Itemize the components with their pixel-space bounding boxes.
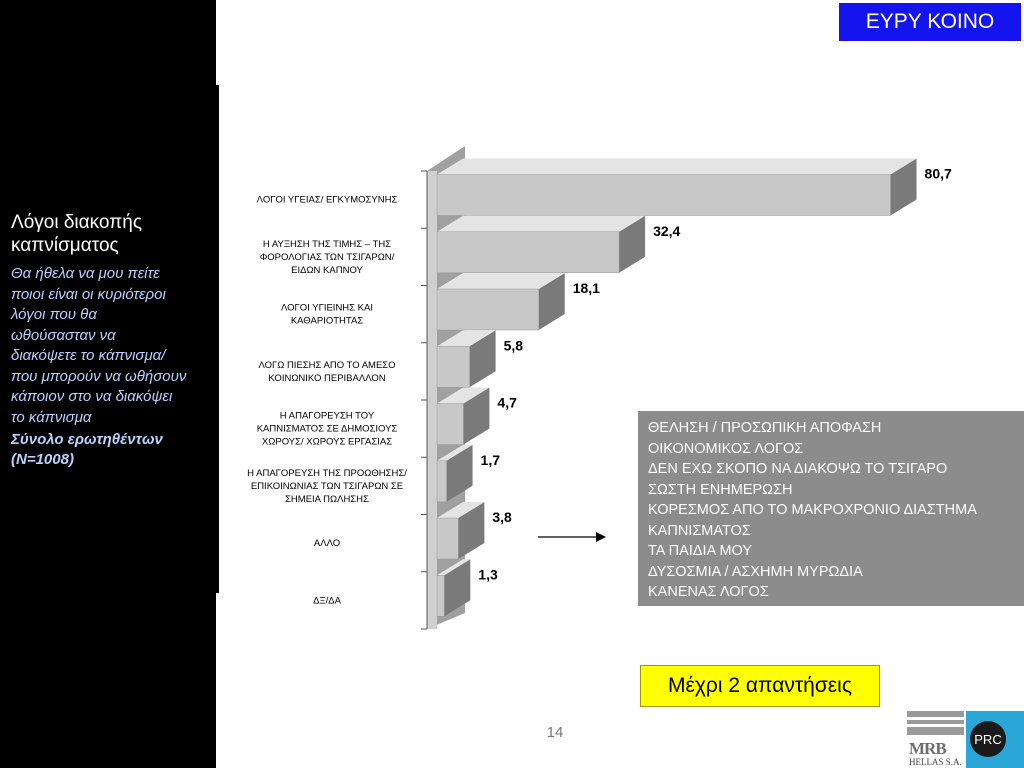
bar: [437, 518, 458, 559]
category-label: ΔΞ/ΔΑ: [313, 595, 341, 607]
bar: [437, 575, 444, 616]
bar-value-label: 32,4: [653, 222, 681, 239]
bar-value-label: 1,3: [478, 566, 498, 583]
bar: [437, 404, 463, 445]
bar: [437, 175, 891, 216]
bar-top: [437, 216, 645, 232]
question-line: διακόψετε το κάπνισμα/: [11, 347, 166, 364]
mrb-logo-stripe: [907, 717, 964, 720]
prc-logo: [966, 711, 1024, 768]
reason-item: ΚΟΡΕΣΜΟΣ ΑΠΟ ΤΟ ΜΑΚΡΟΧΡΟΝΙΟ ΔΙΑΣΤΗΜΑ: [648, 502, 977, 518]
arrow-head-icon: [596, 532, 606, 542]
category-label: ΕΠΙΚΟΙΝΩΝΙΑΣ ΤΩΝ ΤΣΙΓΑΡΩΝ ΣΕ: [250, 480, 404, 492]
chart-wall-face: [427, 171, 437, 629]
reason-item: ΟΙΚΟΝΟΜΙΚΟΣ ΛΟΓΟΣ: [648, 440, 804, 457]
category-label: ΚΑΠΝΙΣΜΑΤΟΣ ΣΕ ΔΗΜΟΣΙΟΥΣ: [256, 423, 398, 435]
bar: [437, 461, 447, 502]
question-line: κάποιον στο να διακόψει: [11, 388, 173, 405]
bar: [437, 232, 619, 273]
reason-item: ΤΑ ΠΑΙΔΙΑ ΜΟΥ: [648, 543, 753, 559]
question-line: λόγοι που θα: [11, 306, 97, 323]
category-label: ΕΙΔΩΝ ΚΑΠΝΟΥ: [291, 264, 363, 276]
category-label: ΛΟΓΩ ΠΙΕΣΗΣ ΑΠΟ ΤΟ ΑΜΕΣΟ: [258, 359, 396, 371]
bar-value-label: 1,7: [480, 451, 501, 468]
prc-logo-text: PRC: [970, 721, 1006, 757]
mrb-logo-mark: [907, 711, 964, 735]
reason-item: ΔΕΝ ΕΧΩ ΣΚΟΠΟ ΝΑ ΔΙΑΚΟΨΩ ΤΟ ΤΣΙΓΑΡΟ: [648, 461, 948, 477]
bar-top: [437, 159, 917, 175]
category-label: ΛΟΓΟΙ ΥΓΕΙΑΣ/ ΕΓΚΥΜΟΣΥΝΗΣ: [256, 194, 398, 206]
slide-title-line: Λόγοι διακοπής: [11, 212, 143, 233]
category-label: Η ΑΠΑΓΟΡΕΥΣΗ ΤΗΣ ΠΡΟΩΘΗΣΗΣ/: [247, 467, 407, 479]
other-reasons-box: [638, 411, 1024, 606]
mrb-logo: [907, 711, 964, 768]
mrb-logo-text: MRB: [909, 739, 946, 758]
mrb-logo-stripe: [907, 724, 964, 727]
category-label: Η ΑΠΑΓΟΡΕΥΣΗ ΤΟΥ: [279, 410, 375, 422]
question-line: που μπορούν να ωθήσουν: [11, 367, 187, 385]
answer-limit-note: Μέχρι 2 απαντήσεις: [640, 665, 880, 707]
question-line: ποιοι είναι οι κυριότεροι: [11, 285, 166, 303]
audience-badge: ΕΥΡΥ ΚΟΙΝΟ: [838, 2, 1022, 42]
question-line: ωθούσασταν να: [11, 326, 116, 344]
category-label: Η ΑΥΞΗΣΗ ΤΗΣ ΤΙΜΗΣ – ΤΗΣ: [262, 238, 392, 250]
bar: [437, 289, 539, 330]
reason-item: ΔΥΣΟΣΜΙΑ / ΑΣΧΗΜΗ ΜΥΡΩΔΙΑ: [648, 563, 863, 580]
sample-base-line: (Ν=1008): [11, 451, 74, 468]
category-label: ΚΟΙΝΩΝΙΚΟ ΠΕΡΙΒΑΛΛΟΝ: [268, 372, 386, 384]
mrb-logo-subtitle: HELLAS S.A.: [909, 757, 962, 767]
category-label: ΣΗΜΕΙΑ ΠΩΛΗΣΗΣ: [285, 493, 369, 505]
slide-title-line: καπνίσματος: [11, 235, 119, 256]
bar-value-label: 18,1: [572, 280, 600, 296]
question-line: Θα ήθελα να μου πείτε: [11, 265, 160, 282]
reason-item: ΘΕΛΗΣΗ / ΠΡΟΣΩΠΙΚΗ ΑΠΟΦΑΣΗ: [648, 420, 882, 436]
category-label: ΛΟΓΟΙ ΥΓΙΕΙΝΗΣ ΚΑΙ: [281, 302, 373, 314]
bar-value-label: 3,8: [492, 509, 512, 525]
question-line: το κάπνισμα: [11, 408, 92, 426]
bar: [437, 346, 470, 387]
page-number: 14: [546, 724, 564, 741]
sample-base-line: Σύνολο ερωτηθέντων: [11, 431, 163, 448]
reason-item: ΚΑΠΝΙΣΜΑΤΟΣ: [648, 522, 751, 539]
category-label: ΚΑΘΑΡΙΟΤΗΤΑΣ: [290, 315, 364, 327]
category-label: ΦΟΡΟΛΟΓΙΑΣ ΤΩΝ ΤΣΙΓΑΡΩΝ/: [259, 251, 395, 263]
reason-item: ΣΩΣΤΗ ΕΝΗΜΕΡΩΣΗ: [648, 481, 793, 498]
bar-value-label: 4,7: [497, 394, 517, 411]
bar-value-label: 80,7: [924, 165, 952, 182]
reason-item: ΚΑΝΕΝΑΣ ΛΟΓΟΣ: [648, 584, 769, 600]
category-label: ΑΛΛΟ: [313, 538, 341, 550]
bar-value-label: 5,8: [503, 337, 524, 354]
category-label: ΧΩΡΟΥΣ/ ΧΩΡΟΥΣ ΕΡΓΑΣΙΑΣ: [261, 436, 393, 448]
